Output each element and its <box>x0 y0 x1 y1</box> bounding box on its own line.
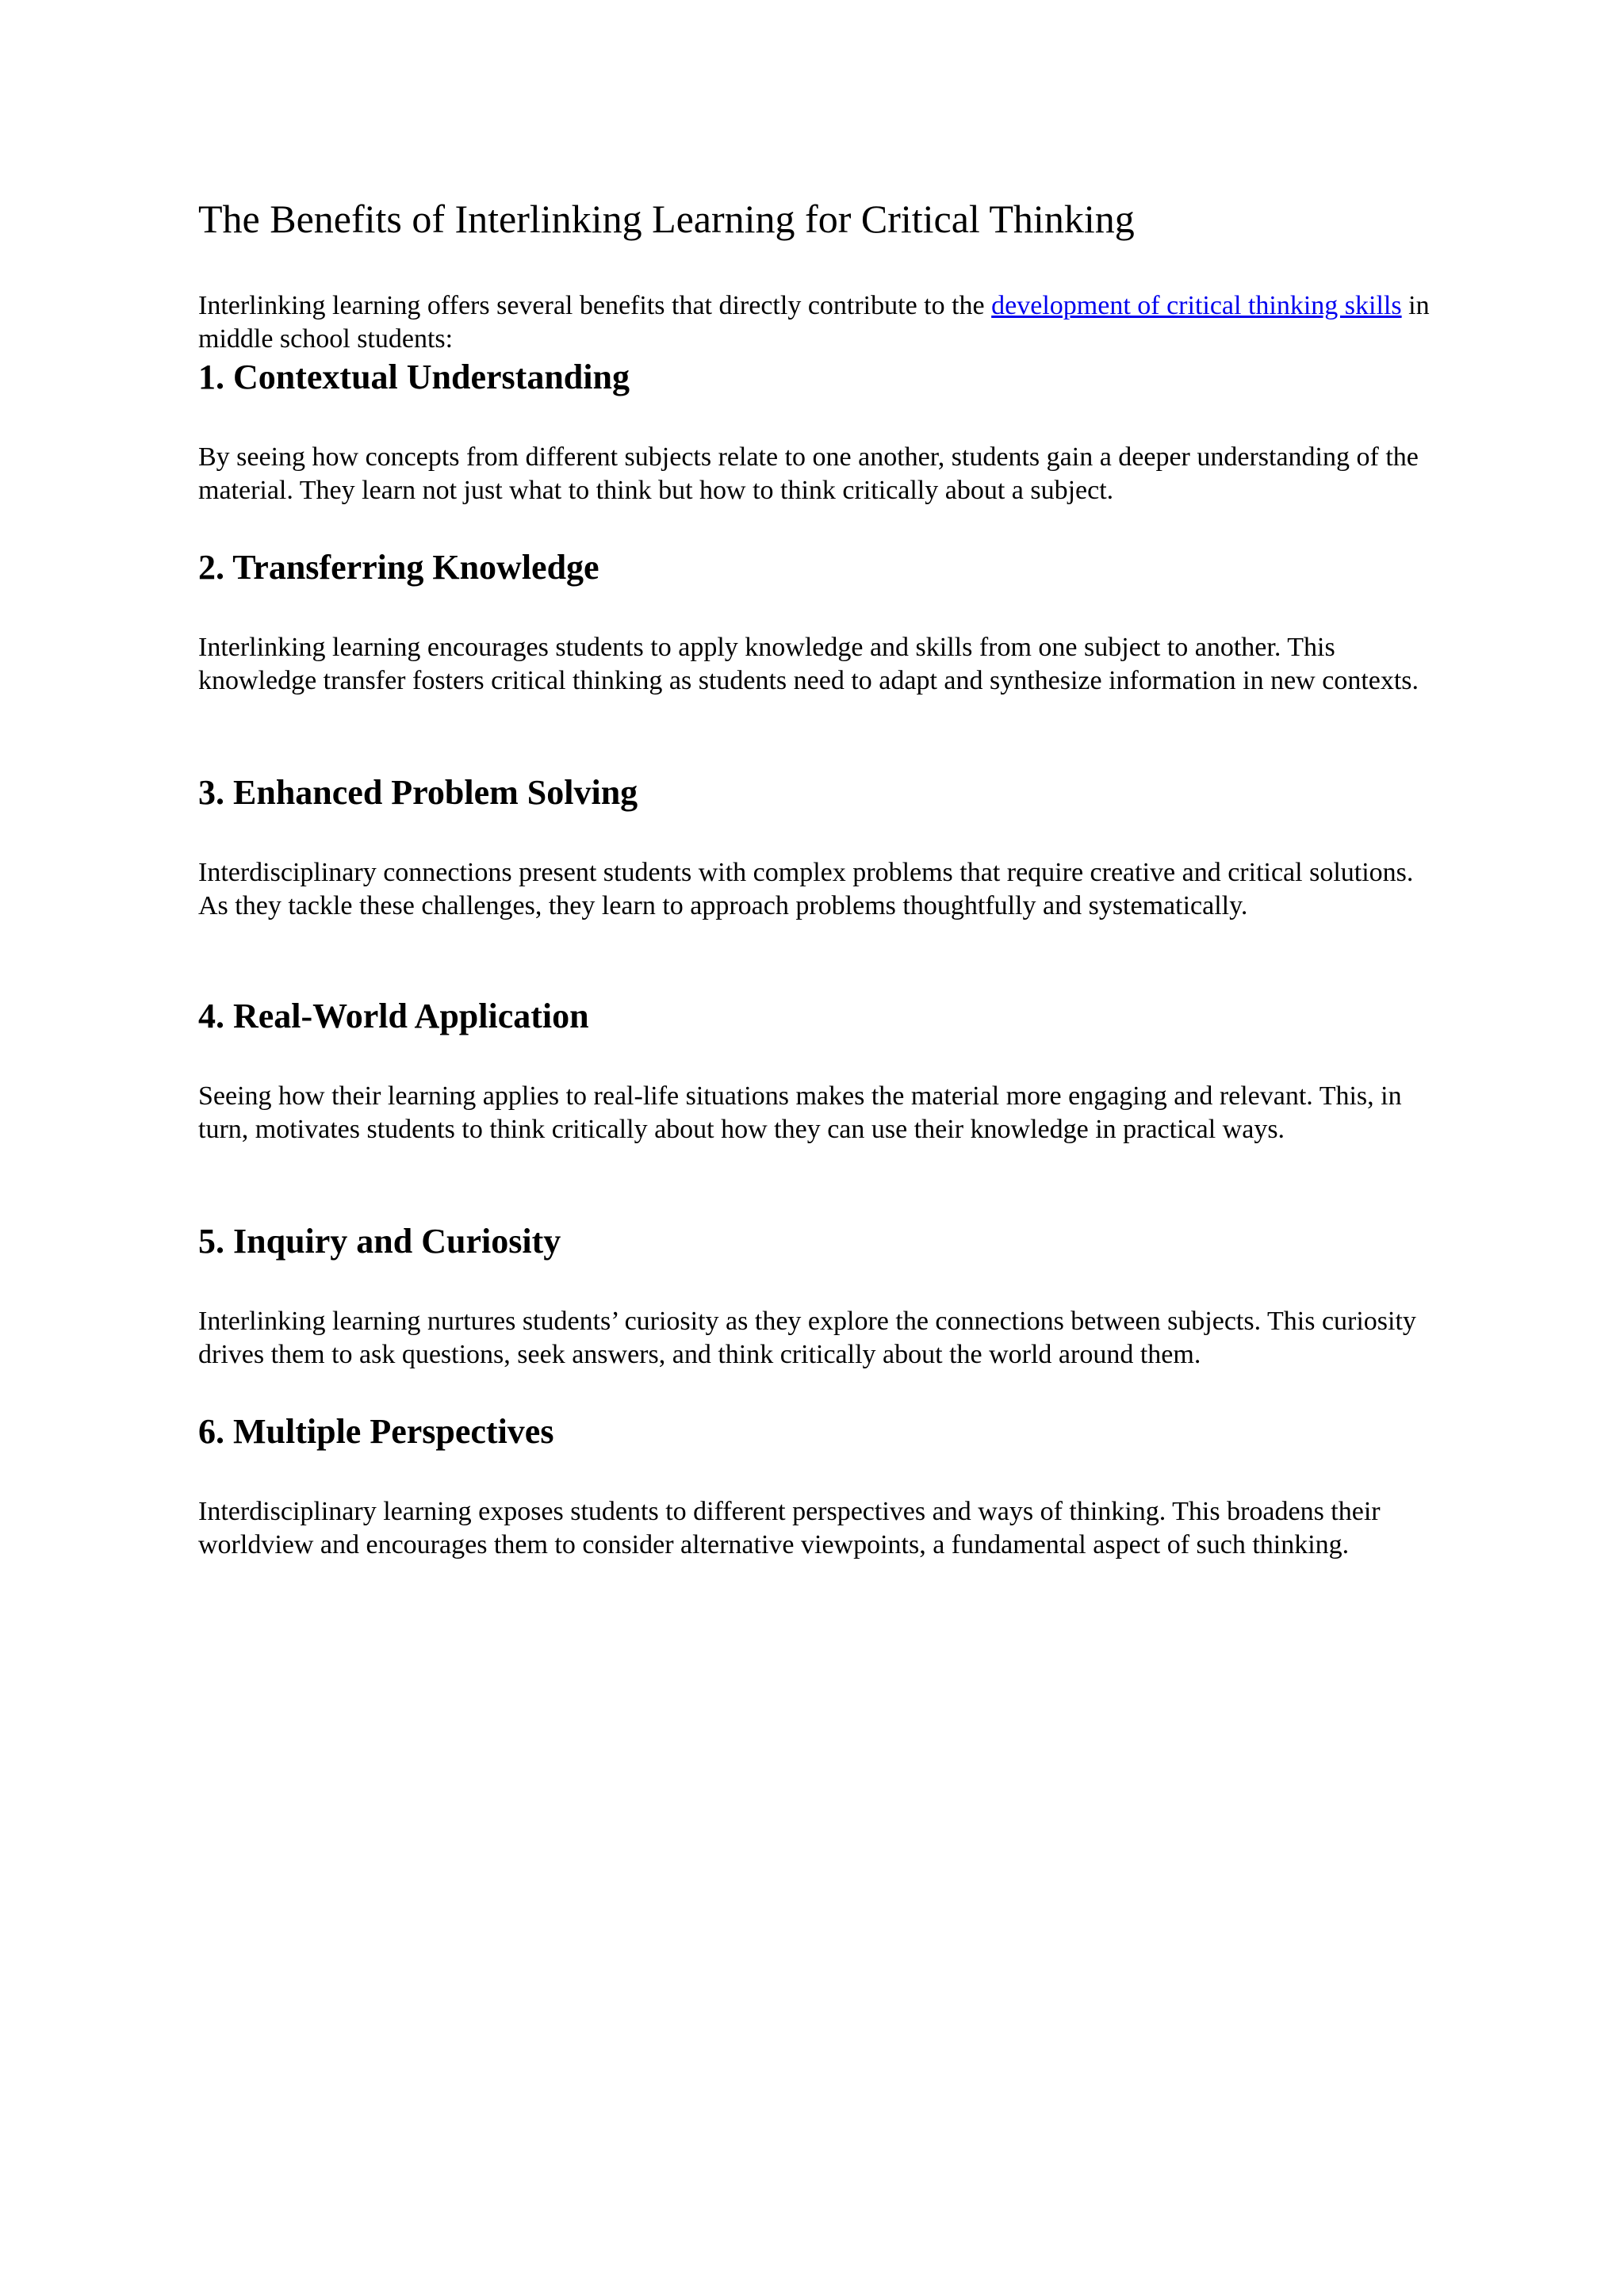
section-body-inquiry-and-curiosity: Interlinking learning nurtures students’ curiosity as they explore the connections between subjects. This curiosity drives them to ask questions, seek answers, and think critically about the world around them. <box>198 1307 1416 1369</box>
section-body-transferring-knowledge: Interlinking learning encourages students to apply knowledge and skills from one subject to another. This knowledge transfer fosters critical thinking as students need to adapt and synthesize information in new contexts. <box>198 633 1419 695</box>
document-title: The Benefits of Interlinking Learning for Critical Thinking <box>198 197 1135 241</box>
section-heading-transferring-knowledge: 2. Transferring Knowledge <box>198 548 599 587</box>
section-heading-enhanced-problem-solving: 3. Enhanced Problem Solving <box>198 773 638 812</box>
section-body-multiple-perspectives: Interdisciplinary learning exposes students to different perspectives and ways of thinking. This broadens their worldview and encourages them to consider alternative viewpoints, a fundamental aspect of such thinking. <box>198 1497 1381 1559</box>
intro-text-before: Interlinking learning offers several benefits that directly contribute to the <box>198 291 992 320</box>
critical-thinking-link[interactable]: development of critical thinking skills <box>991 291 1402 320</box>
section-body-enhanced-problem-solving: Interdisciplinary connections present students with complex problems that require creative and critical solutions. As they tackle these challenges, they learn to approach problems thoughtfully and systematically. <box>198 858 1414 920</box>
intro-paragraph <box>198 289 1435 356</box>
section-heading-multiple-perspectives: 6. Multiple Perspectives <box>198 1412 554 1451</box>
intro-text-after: in middle school students: <box>198 291 1430 354</box>
section-heading-real-world-application: 4. Real-World Application <box>198 997 589 1035</box>
section-heading-contextual-understanding: 1. Contextual Understanding <box>198 358 630 396</box>
section-body-real-world-application: Seeing how their learning applies to real-life situations makes the material more engaging and relevant. This, in turn, motivates students to think critically about how they can use their knowledge in practical ways. <box>198 1081 1402 1144</box>
section-body-contextual-understanding: By seeing how concepts from different subjects relate to one another, students gain a deeper understanding of the material. They learn not just what to think but how to think critically about a subject. <box>198 442 1419 505</box>
section-heading-inquiry-and-curiosity: 5. Inquiry and Curiosity <box>198 1222 561 1261</box>
